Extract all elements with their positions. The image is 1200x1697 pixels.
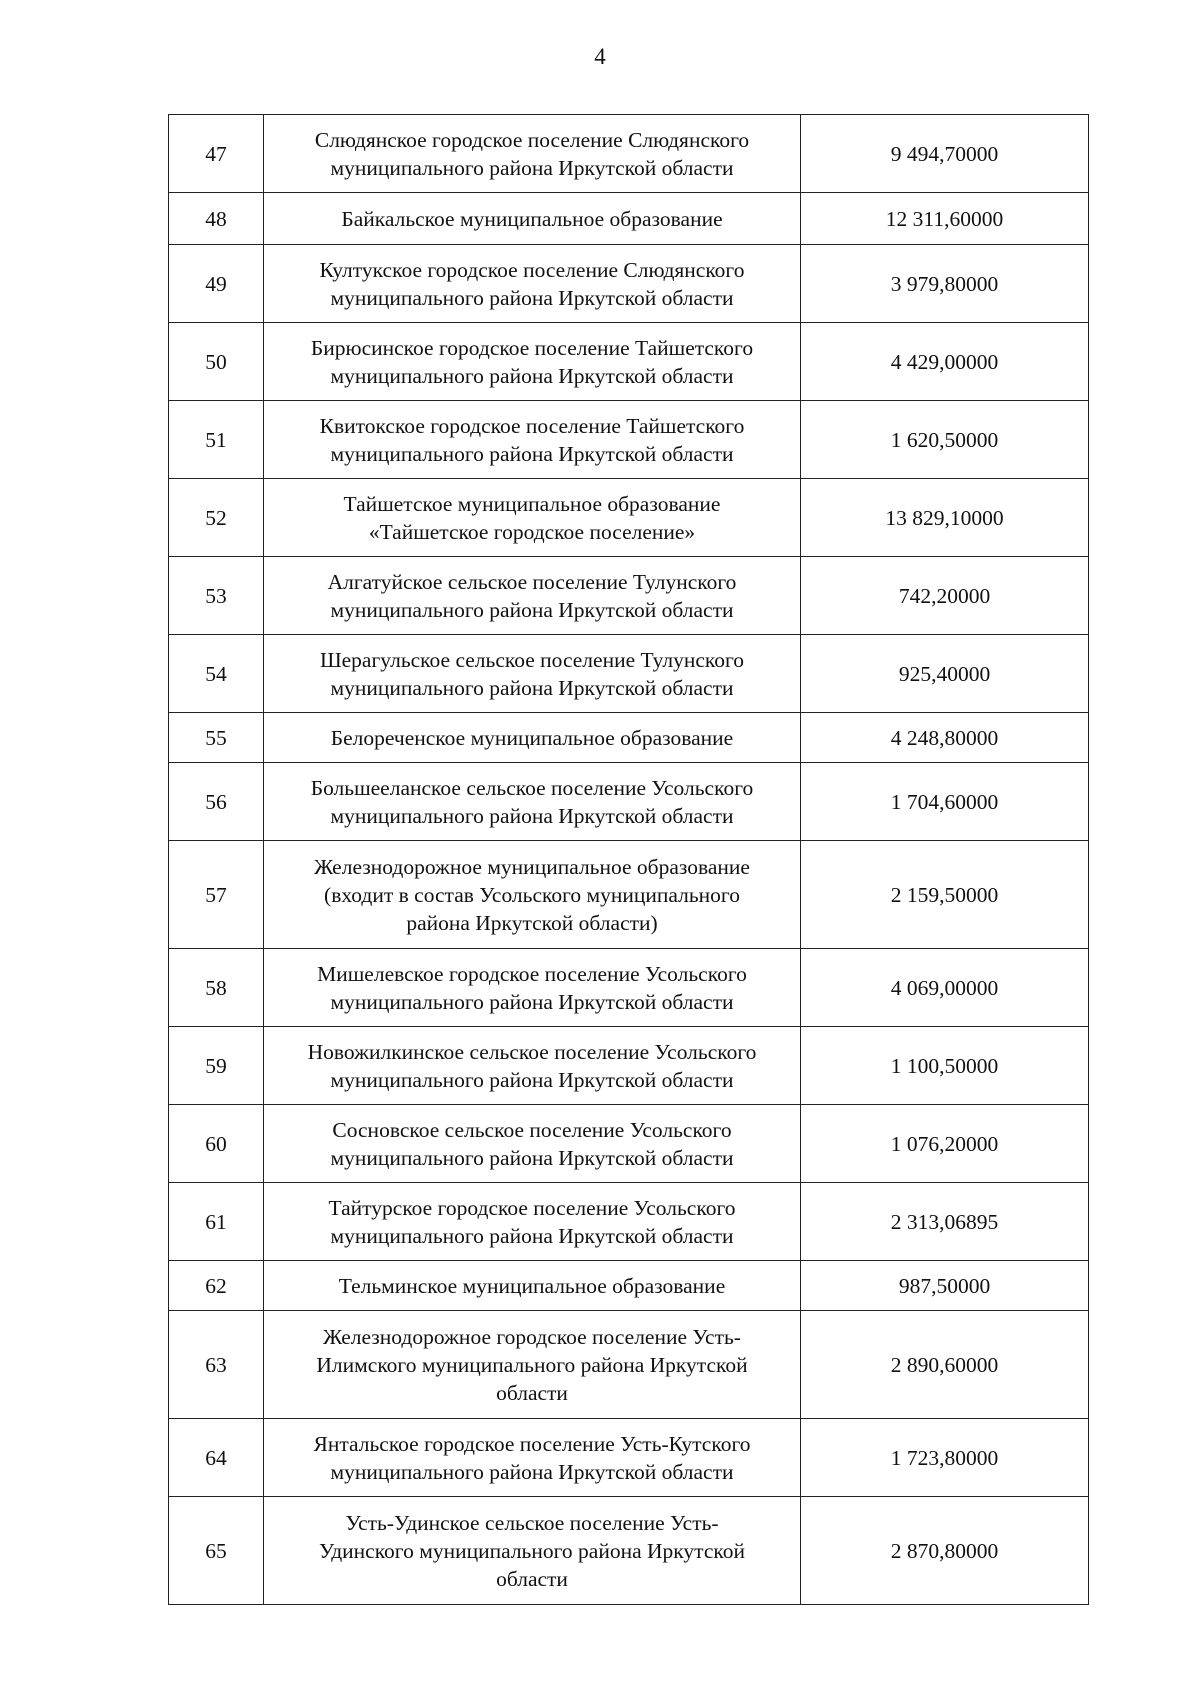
- table-row: [169, 635, 1089, 713]
- table-row: [169, 1419, 1089, 1497]
- row-number: 57: [169, 841, 264, 949]
- municipality-name: Сосновское сельское поселение Усольского муниципального района Иркутской области: [264, 1105, 801, 1183]
- table-row: [169, 1183, 1089, 1261]
- table-row: [169, 1027, 1089, 1105]
- amount-value: 987,50000: [801, 1261, 1089, 1311]
- table-body: [169, 115, 1089, 1605]
- table-row: [169, 401, 1089, 479]
- municipality-name: Тайтурское городское поселение Усольского муниципального района Иркутской области: [264, 1183, 801, 1261]
- municipality-name: Алгатуйское сельское поселение Тулунского муниципального района Иркутской области: [264, 557, 801, 635]
- municipality-name: Мишелевское городское поселение Усольского муниципального района Иркутской области: [264, 949, 801, 1027]
- amount-value: 2 313,06895: [801, 1183, 1089, 1261]
- table-row: [169, 1497, 1089, 1605]
- row-number: 64: [169, 1419, 264, 1497]
- municipality-name: Янтальское городское поселение Усть-Кутского муниципального района Иркутской области: [264, 1419, 801, 1497]
- municipality-name: Тельминское муниципальное образование: [264, 1261, 801, 1311]
- table-row: [169, 949, 1089, 1027]
- row-number: 49: [169, 245, 264, 323]
- row-number: 52: [169, 479, 264, 557]
- amount-value: 925,40000: [801, 635, 1089, 713]
- amount-value: 1 076,20000: [801, 1105, 1089, 1183]
- table-row: [169, 763, 1089, 841]
- row-number: 56: [169, 763, 264, 841]
- amount-value: 4 069,00000: [801, 949, 1089, 1027]
- amount-value: 4 429,00000: [801, 323, 1089, 401]
- municipality-name: Слюдянское городское поселение Слюдянского муниципального района Иркутской области: [264, 115, 801, 193]
- amount-value: 1 100,50000: [801, 1027, 1089, 1105]
- row-number: 58: [169, 949, 264, 1027]
- municipality-name: Бирюсинское городское поселение Тайшетского муниципального района Иркутской области: [264, 323, 801, 401]
- row-number: 48: [169, 193, 264, 245]
- municipality-name: Квитокское городское поселение Тайшетского муниципального района Иркутской области: [264, 401, 801, 479]
- amount-value: 1 620,50000: [801, 401, 1089, 479]
- row-number: 60: [169, 1105, 264, 1183]
- municipality-name: Белореченское муниципальное образование: [264, 713, 801, 763]
- amount-value: 13 829,10000: [801, 479, 1089, 557]
- amount-value: 742,20000: [801, 557, 1089, 635]
- row-number: 50: [169, 323, 264, 401]
- table-row: [169, 1261, 1089, 1311]
- amount-value: 1 704,60000: [801, 763, 1089, 841]
- table-row: [169, 557, 1089, 635]
- data-table: [168, 114, 1089, 1605]
- municipality-name: Усть-Удинское сельское поселение Усть- Удинского муниципального района Иркутской области: [264, 1497, 801, 1605]
- row-number: 51: [169, 401, 264, 479]
- municipality-name: Железнодорожное городское поселение Усть- Илимского муниципального района Иркутской области: [264, 1311, 801, 1419]
- amount-value: 2 890,60000: [801, 1311, 1089, 1419]
- amount-value: 1 723,80000: [801, 1419, 1089, 1497]
- amount-value: 9 494,70000: [801, 115, 1089, 193]
- table-row: [169, 323, 1089, 401]
- row-number: 53: [169, 557, 264, 635]
- row-number: 47: [169, 115, 264, 193]
- municipality-name: Тайшетское муниципальное образование «Тайшетское городское поселение»: [264, 479, 801, 557]
- row-number: 54: [169, 635, 264, 713]
- table-row: [169, 479, 1089, 557]
- table-row: [169, 841, 1089, 949]
- row-number: 61: [169, 1183, 264, 1261]
- table-row: [169, 1105, 1089, 1183]
- row-number: 62: [169, 1261, 264, 1311]
- row-number: 65: [169, 1497, 264, 1605]
- table-row: [169, 115, 1089, 193]
- municipality-name: Новожилкинское сельское поселение Усольского муниципального района Иркутской области: [264, 1027, 801, 1105]
- municipality-name: Большееланское сельское поселение Усольского муниципального района Иркутской области: [264, 763, 801, 841]
- table-row: [169, 193, 1089, 245]
- row-number: 59: [169, 1027, 264, 1105]
- municipality-name: Железнодорожное муниципальное образование (входит в состав Усольского муниципального района Иркутской области): [264, 841, 801, 949]
- amount-value: 2 159,50000: [801, 841, 1089, 949]
- row-number: 55: [169, 713, 264, 763]
- municipality-name: Байкальское муниципальное образование: [264, 193, 801, 245]
- table-row: [169, 1311, 1089, 1419]
- amount-value: 3 979,80000: [801, 245, 1089, 323]
- table-row: [169, 245, 1089, 323]
- table-row: [169, 713, 1089, 763]
- row-number: 63: [169, 1311, 264, 1419]
- page-number: 4: [594, 44, 606, 69]
- amount-value: 12 311,60000: [801, 193, 1089, 245]
- municipality-name: Шерагульское сельское поселение Тулунского муниципального района Иркутской области: [264, 635, 801, 713]
- amount-value: 4 248,80000: [801, 713, 1089, 763]
- amount-value: 2 870,80000: [801, 1497, 1089, 1605]
- municipality-name: Култукское городское поселение Слюдянского муниципального района Иркутской области: [264, 245, 801, 323]
